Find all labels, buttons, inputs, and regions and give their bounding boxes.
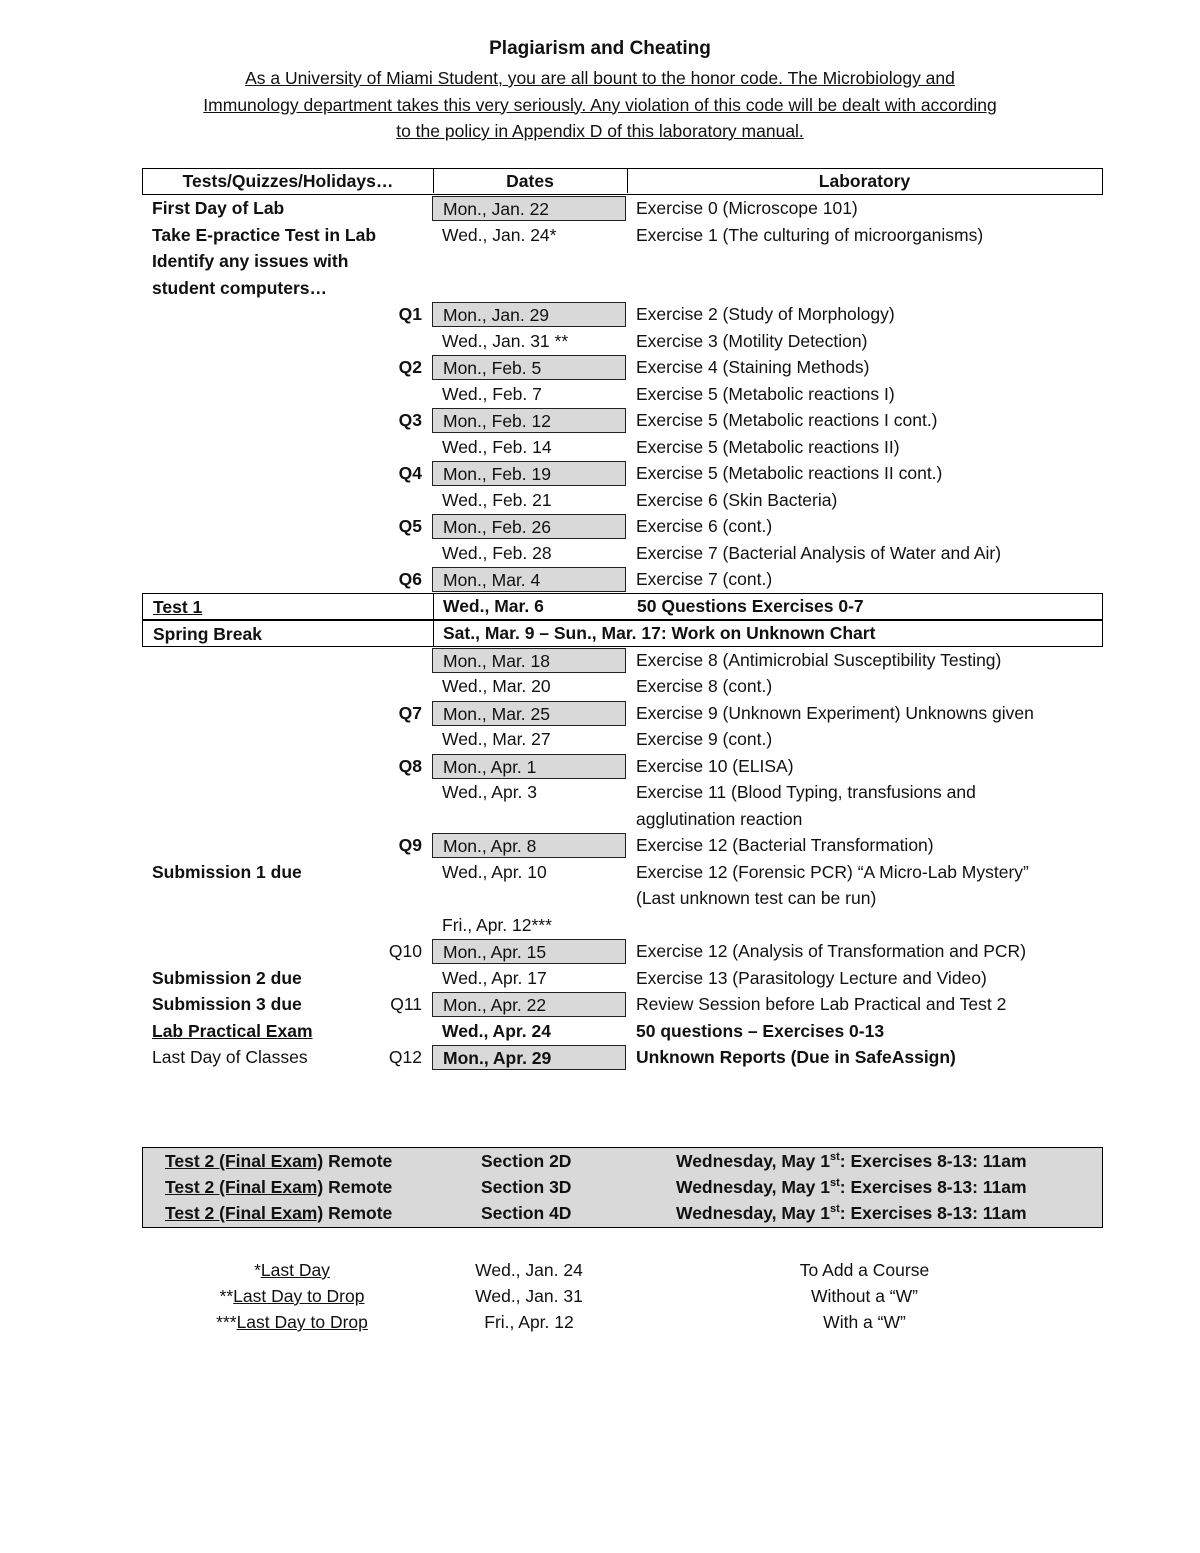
- event-label: Take E-practice Test in Lab: [152, 224, 377, 245]
- event-cell: [153, 621, 393, 648]
- date-cell: Wed., Feb. 7: [442, 383, 542, 404]
- footnote-note: Without a “W”: [811, 1286, 918, 1306]
- footnote-row: [142, 1309, 1103, 1335]
- table-row: [142, 407, 1103, 434]
- laboratory-cell: [636, 938, 1103, 965]
- exam-mode: Remote: [328, 1151, 393, 1171]
- date-cell: Sat., Mar. 9 – Sun., Mar. 17: Work on Unknown Chart: [443, 622, 876, 643]
- laboratory-text: Exercise 1 (The culturing of microorganisms): [636, 224, 984, 245]
- ordinal-suffix: st: [830, 1151, 840, 1164]
- date-cell: Mon., Apr. 22: [432, 992, 626, 1017]
- laboratory-cell: [636, 1044, 1103, 1071]
- laboratory-text: Exercise 5 (Metabolic reactions I cont.): [636, 410, 938, 430]
- laboratory-cell: [636, 673, 1103, 700]
- laboratory-cell: [636, 487, 1103, 514]
- laboratory-cell: [636, 328, 1103, 355]
- table-row: [142, 832, 1103, 859]
- exam-mode: Remote: [328, 1177, 393, 1197]
- quiz-label: Q10: [388, 941, 422, 961]
- final-exam-table: [142, 1147, 1103, 1228]
- date-cell: Wed., Apr. 24: [442, 1020, 551, 1041]
- laboratory-text: Exercise 12 (Analysis of Transformation and PCR): [636, 941, 1027, 961]
- laboratory-text: Review Session before Lab Practical and Test 2: [636, 994, 1007, 1014]
- table-row: [142, 912, 1103, 939]
- final-exam-row: [143, 1174, 1102, 1200]
- ordinal-suffix: st: [830, 1203, 840, 1216]
- date-cell: Wed., Mar. 20: [442, 676, 551, 696]
- table-row: [142, 195, 1103, 222]
- laboratory-text: Exercise 9 (Unknown Experiment) Unknowns given: [636, 702, 1034, 723]
- date-cell: Wed., Mar. 6: [443, 595, 544, 616]
- laboratory-text: 50 Questions Exercises 0-7: [637, 595, 864, 616]
- footnote-date: Wed., Jan. 24: [475, 1260, 583, 1280]
- event-cell: [152, 965, 392, 992]
- laboratory-text: Exercise 9 (cont.): [636, 729, 773, 749]
- laboratory-cell: [636, 460, 1103, 487]
- laboratory-cell: [636, 434, 1103, 461]
- notice-line: to the policy in Appendix D of this laboratory manual.: [396, 121, 804, 141]
- laboratory-text: Exercise 4 (Staining Methods): [636, 357, 870, 377]
- table-row: [142, 753, 1103, 780]
- laboratory-cell: [636, 700, 1103, 727]
- footnote-date: Fri., Apr. 12: [484, 1312, 574, 1332]
- table-row: [142, 513, 1103, 540]
- table-row: [142, 593, 1103, 620]
- event-cell: [152, 1044, 392, 1071]
- quiz-label: Q1: [398, 304, 422, 324]
- footnote-label: [142, 1257, 442, 1283]
- laboratory-text: Exercise 6 (cont.): [636, 516, 773, 536]
- table-row: [142, 487, 1103, 514]
- event-label: student computers…: [152, 277, 328, 298]
- event-label: Lab Practical Exam: [152, 1020, 313, 1041]
- notice-line: As a University of Miami Student, you are all bount to the honor code. The Microbiology and: [245, 68, 955, 88]
- event-label: Submission 2 due: [152, 967, 302, 988]
- exam-detail: : Exercises 8-13: 11am: [839, 1177, 1027, 1197]
- schedule-rows: [142, 195, 1103, 1071]
- quiz-label: Q8: [398, 755, 422, 776]
- laboratory-cell: [636, 965, 1103, 992]
- laboratory-cell: [637, 594, 1102, 618]
- table-row: [142, 700, 1103, 727]
- laboratory-text: Exercise 11 (Blood Typing, transfusions and: [636, 782, 976, 802]
- laboratory-text: Exercise 5 (Metabolic reactions II cont.): [636, 463, 943, 483]
- event-cell: [152, 222, 392, 302]
- table-row: [142, 779, 1103, 832]
- exam-schedule: [676, 1200, 1027, 1226]
- table-row: [142, 301, 1103, 328]
- footnote-row: [142, 1257, 1103, 1283]
- footnote-mark: *: [254, 1260, 261, 1280]
- quiz-label: Q12: [388, 1047, 422, 1067]
- table-row: [142, 222, 1103, 302]
- date-cell: Mon., Feb. 12: [432, 408, 626, 433]
- quiz-label: Q5: [398, 516, 422, 536]
- footnote-mark: ***: [216, 1312, 237, 1332]
- footnotes: [142, 1257, 1103, 1335]
- laboratory-cell: [636, 301, 1103, 328]
- laboratory-text: Exercise 5 (Metabolic reactions I): [636, 383, 895, 404]
- date-cell: Wed., Feb. 28: [442, 542, 552, 563]
- event-cell: [153, 594, 393, 621]
- exam-day: Wednesday, May 1: [676, 1203, 830, 1223]
- event-label: Submission 1 due: [152, 861, 302, 882]
- laboratory-cell: [636, 381, 1103, 408]
- exam-name: [165, 1200, 392, 1226]
- laboratory-text: 50 questions – Exercises 0-13: [636, 1020, 885, 1041]
- date-cell: Wed., Jan. 31 **: [442, 330, 569, 351]
- laboratory-text: agglutination reaction: [636, 808, 803, 829]
- event-cell: [152, 1018, 392, 1045]
- date-cell: Mon., Apr. 29: [432, 1045, 626, 1070]
- exam-schedule: [676, 1148, 1027, 1174]
- date-cell: Wed., Jan. 24*: [442, 224, 557, 245]
- footnote-label: [142, 1283, 442, 1309]
- date-cell: Mon., Apr. 8: [432, 833, 626, 858]
- table-row: [142, 938, 1103, 965]
- footnote-note: To Add a Course: [799, 1260, 930, 1280]
- laboratory-text: Unknown Reports (Due in SafeAssign): [636, 1047, 956, 1067]
- date-cell: Mon., Feb. 5: [432, 355, 626, 380]
- laboratory-cell: [636, 779, 1103, 832]
- exam-day: Wednesday, May 1: [676, 1151, 830, 1171]
- laboratory-text: Exercise 10 (ELISA): [636, 755, 794, 776]
- footnote-deadline: Last Day to Drop: [233, 1286, 365, 1306]
- table-row: [142, 566, 1103, 593]
- laboratory-text: Exercise 6 (Skin Bacteria): [636, 489, 838, 510]
- footnote-deadline: Last Day: [260, 1260, 330, 1280]
- event-cell: [152, 195, 392, 222]
- date-cell: Mon., Feb. 19: [432, 461, 626, 486]
- laboratory-cell: [636, 566, 1103, 593]
- footnote-deadline: Last Day to Drop: [236, 1312, 368, 1332]
- laboratory-cell: [636, 513, 1103, 540]
- laboratory-text: Exercise 12 (Forensic PCR) “A Micro-Lab Mystery”: [636, 861, 1029, 882]
- date-cell: Mon., Mar. 18: [432, 648, 626, 673]
- laboratory-text: Exercise 7 (cont.): [636, 569, 773, 589]
- event-label: First Day of Lab: [152, 198, 285, 218]
- laboratory-text: (Last unknown test can be run): [636, 888, 877, 908]
- table-row: [142, 460, 1103, 487]
- table-row: [142, 620, 1103, 647]
- event-label: Spring Break: [153, 623, 262, 644]
- laboratory-text: Exercise 13 (Parasitology Lecture and Video): [636, 967, 987, 988]
- final-exam-row: [143, 1148, 1102, 1174]
- laboratory-cell: [636, 647, 1103, 674]
- laboratory-text: Exercise 3 (Motility Detection): [636, 330, 868, 351]
- quiz-label: Q9: [398, 835, 422, 855]
- laboratory-text: Exercise 7 (Bacterial Analysis of Water and Air): [636, 542, 1002, 563]
- date-cell: Mon., Apr. 15: [432, 939, 626, 964]
- event-cell: [152, 991, 392, 1018]
- exam-section: Section 2D: [481, 1151, 572, 1171]
- header-dates: Dates: [433, 169, 628, 193]
- quiz-label: Q4: [398, 463, 422, 483]
- date-cell: Mon., Jan. 29: [432, 302, 626, 327]
- laboratory-text: Exercise 5 (Metabolic reactions II): [636, 436, 900, 457]
- date-cell: Mon., Mar. 4: [432, 567, 626, 592]
- exam-title: Test 2 (Final Exam): [165, 1177, 324, 1197]
- date-cell: Wed., Feb. 14: [442, 436, 552, 457]
- laboratory-cell: [636, 991, 1103, 1018]
- honor-code-notice: [135, 65, 1065, 145]
- date-cell: Mon., Jan. 22: [432, 196, 626, 221]
- event-cell: [152, 859, 392, 886]
- laboratory-text: Exercise 12 (Bacterial Transformation): [636, 835, 934, 855]
- laboratory-cell: [636, 1018, 1103, 1045]
- laboratory-cell: [636, 832, 1103, 859]
- laboratory-text: Exercise 8 (cont.): [636, 676, 773, 696]
- footnote-label: [142, 1309, 442, 1335]
- table-row: [142, 673, 1103, 700]
- quiz-label: Q2: [398, 357, 422, 377]
- exam-section: Section 3D: [481, 1177, 572, 1197]
- ordinal-suffix: st: [830, 1177, 840, 1190]
- table-row: [142, 381, 1103, 408]
- laboratory-cell: [636, 753, 1103, 780]
- table-row: [142, 354, 1103, 381]
- table-row: [142, 859, 1103, 912]
- laboratory-text: Exercise 0 (Microscope 101): [636, 198, 858, 218]
- date-cell: Mon., Mar. 25: [432, 701, 626, 726]
- laboratory-text: Exercise 2 (Study of Morphology): [636, 304, 895, 324]
- exam-name: [165, 1174, 392, 1200]
- exam-section: Section 4D: [481, 1203, 572, 1223]
- footnote-mark: **: [219, 1286, 234, 1306]
- table-row: [142, 328, 1103, 355]
- table-row: [142, 991, 1103, 1018]
- laboratory-cell: [636, 407, 1103, 434]
- laboratory-cell: [636, 726, 1103, 753]
- schedule-table: [142, 168, 1103, 1071]
- exam-schedule: [676, 1174, 1027, 1200]
- quiz-label: Q7: [398, 702, 422, 723]
- exam-detail: : Exercises 8-13: 11am: [839, 1151, 1027, 1171]
- event-label: Last Day of Classes: [152, 1047, 308, 1067]
- date-cell: Wed., Feb. 21: [442, 489, 552, 510]
- table-row: [142, 1018, 1103, 1045]
- date-cell: Mon., Feb. 26: [432, 514, 626, 539]
- table-row: [142, 540, 1103, 567]
- laboratory-cell: [636, 859, 1103, 912]
- date-cell: Wed., Apr. 10: [442, 861, 547, 882]
- event-label: Submission 3 due: [152, 994, 302, 1014]
- laboratory-cell: [636, 222, 1103, 249]
- date-cell: Wed., Apr. 3: [442, 782, 538, 802]
- table-row: [142, 434, 1103, 461]
- laboratory-text: Exercise 8 (Antimicrobial Susceptibility Testing): [636, 649, 1002, 670]
- table-row: [142, 726, 1103, 753]
- laboratory-cell: [636, 540, 1103, 567]
- quiz-label: Q11: [390, 994, 422, 1014]
- page-title: Plagiarism and Cheating: [489, 38, 711, 59]
- exam-title: Test 2 (Final Exam): [165, 1203, 324, 1223]
- header-tests: Tests/Quizzes/Holidays…: [143, 169, 434, 193]
- exam-mode: Remote: [328, 1203, 393, 1223]
- footnote-row: [142, 1283, 1103, 1309]
- exam-day: Wednesday, May 1: [676, 1177, 830, 1197]
- exam-name: [165, 1148, 392, 1174]
- footnote-date: Wed., Jan. 31: [475, 1286, 583, 1306]
- notice-line: Immunology department takes this very seriously. Any violation of this code will be dealt with according: [203, 94, 997, 115]
- event-label: Identify any issues with: [152, 251, 349, 271]
- date-cell: Mon., Apr. 1: [432, 754, 626, 779]
- event-label: Test 1: [153, 596, 203, 617]
- schedule-header: [142, 168, 1103, 195]
- exam-detail: : Exercises 8-13: 11am: [839, 1203, 1027, 1223]
- table-row: [142, 647, 1103, 674]
- quiz-label: Q6: [398, 569, 422, 589]
- laboratory-cell: [636, 354, 1103, 381]
- final-exam-row: [143, 1200, 1102, 1226]
- date-cell: Fri., Apr. 12***: [442, 914, 552, 935]
- laboratory-cell: [636, 195, 1103, 222]
- table-row: [142, 1044, 1103, 1071]
- date-cell: Wed., Apr. 17: [442, 967, 547, 988]
- footnote-note: With a “W”: [823, 1312, 906, 1332]
- table-row: [142, 965, 1103, 992]
- header-laboratory: Laboratory: [818, 171, 911, 191]
- date-cell: Wed., Mar. 27: [442, 729, 551, 749]
- exam-title: Test 2 (Final Exam): [165, 1151, 324, 1171]
- quiz-label: Q3: [398, 410, 422, 430]
